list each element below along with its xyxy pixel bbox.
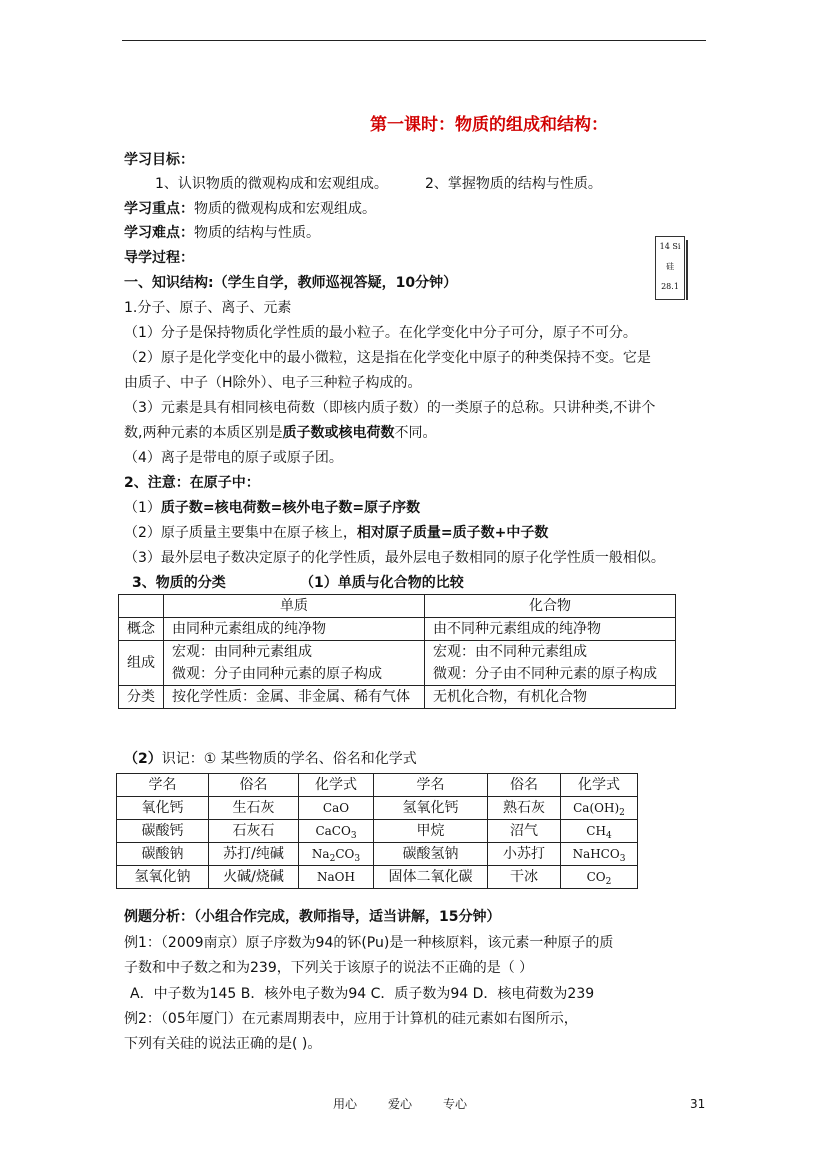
table-cell: 干冰 [488, 866, 561, 889]
paragraph-3-line-1: （3）元素是具有相同核电荷数（即核内质子数）的一类原子的总称。只讲种类,不讲个 [124, 400, 656, 416]
key-points-text: 物质的微观构成和宏观组成。 [194, 201, 376, 217]
objective-2: 2、掌握物质的结构与性质。 [425, 176, 602, 192]
note-2-formula: 相对原子质量=质子数+中子数 [356, 525, 549, 541]
table-cell: 无机化合物，有机化合物 [425, 686, 676, 709]
formula-cell: $Na_2CO_3$ [299, 843, 374, 866]
cell-line: 微观：分子由同种元素的原子构成 [172, 666, 382, 682]
p3-text-c: 不同。 [394, 425, 437, 441]
memo-text: 识记：① 某些物质的学名、俗名和化学式 [161, 751, 417, 767]
table-row [117, 843, 638, 866]
silicon-element-card [655, 236, 685, 300]
paragraph-1: （1）分子是保持物质化学性质的最小粒子。在化学变化中分子可分，原子不可分。 [124, 325, 637, 341]
difficulty-text: 物质的结构与性质。 [194, 225, 320, 241]
header-rule [122, 40, 706, 41]
example-heading: 例题分析：（小组合作完成，教师指导，适当讲解，15分钟） [124, 909, 501, 925]
table-cell: 由不同种元素组成的纯净物 [425, 618, 676, 641]
table-header: 俗名 [488, 774, 561, 797]
table-header: 化学式 [561, 774, 638, 797]
table-cell: 甲烷 [374, 820, 488, 843]
row-label: 组成 [119, 641, 164, 686]
example-1-line-2: 子数和中子数之和为239，下列关于该原子的说法不正确的是（ ） [124, 960, 534, 976]
table-header: 俗名 [209, 774, 299, 797]
table-cell: 石灰石 [209, 820, 299, 843]
paragraph-4: （4）离子是带电的原子或原子团。 [124, 450, 343, 466]
table-cell: 沼气 [488, 820, 561, 843]
footer-motto-2: 爱心 [388, 1097, 413, 1111]
objectives-label: 学习目标： [124, 152, 194, 168]
item2-heading: 2、注意：在原子中： [124, 475, 260, 491]
footer-motto-3: 专心 [443, 1097, 468, 1111]
note-3: （3）最外层电子数决定原子的化学性质，最外层电子数相同的原子化学性质一般相似。 [124, 550, 665, 566]
table-cell: 氢氧化钙 [374, 797, 488, 820]
key-points-label: 学习重点： [124, 201, 194, 217]
difficulty-label: 学习难点： [124, 225, 194, 241]
table-row [117, 820, 638, 843]
table-row [117, 797, 638, 820]
table-row [119, 641, 676, 686]
cell-line: 宏观：由同种元素组成 [172, 644, 312, 660]
table-cell: 碳酸钙 [117, 820, 209, 843]
item3-subheading: （1）单质与化合物的比较 [300, 575, 464, 591]
formula-cell: $CH_4$ [561, 820, 638, 843]
paragraph-2-line-1: （2）原子是化学变化中的最小微粒，这是指在化学变化中原子的种类保持不变。它是 [124, 350, 651, 366]
paragraph-3-line-2 [124, 423, 436, 443]
table-cell: 小苏打 [488, 843, 561, 866]
item3-heading: 3、物质的分类 [132, 575, 226, 591]
cell-line: 微观：分子由不同种元素的原子构成 [433, 666, 657, 682]
page-title: 第一课时：物质的组成和结构： [370, 115, 608, 135]
formula-cell: CaCO$_3$ [299, 820, 374, 843]
element-mass: 28.1 [661, 282, 679, 291]
example-2-line-2: 下列有关硅的说法正确的是( )。 [124, 1036, 322, 1052]
item1-heading: 1.分子、原子、离子、元素 [124, 300, 292, 316]
formula-cell: NaHCO$_3$ [561, 843, 638, 866]
table-cell: 按化学性质：金属、非金属、稀有气体 [164, 686, 425, 709]
table-cell [164, 641, 425, 686]
note-1 [124, 498, 420, 518]
table-row [119, 595, 676, 618]
note-2 [124, 523, 548, 543]
example-1-line-1: 例1：（2009南京）原子序数为94的钚(Pu)是一种核原料，该元素一种原子的质 [124, 935, 614, 951]
p3-emphasis: 质子数或核电荷数 [282, 425, 395, 441]
note-2-text: （2）原子质量主要集中在原子核上， [124, 525, 357, 541]
row-label: 分类 [119, 686, 164, 709]
paragraph-2-line-2: 由质子、中子（H除外）、电子三种粒子构成的。 [124, 375, 422, 391]
note-1-formula: 质子数=核电荷数=核外电子数=原子序数 [160, 500, 421, 516]
memo-heading [124, 749, 417, 769]
table-header: 化合物 [425, 595, 676, 618]
note-1-prefix: （1） [124, 500, 161, 516]
table-row [117, 866, 638, 889]
formula-cell: NaOH [299, 866, 374, 889]
names-table-body [117, 797, 638, 889]
table-header: 化学式 [299, 774, 374, 797]
element-name: 硅 [666, 262, 674, 271]
footer-motto-1: 用心 [333, 1097, 358, 1111]
formula-cell: CaO [299, 797, 374, 820]
table-cell: 氧化钙 [117, 797, 209, 820]
example-1-options: A．中子数为145 B．核外电子数为94 C．质子数为94 D．核电荷数为239 [130, 986, 595, 1002]
p3-text-a: 数,两种元素的本质区别是 [124, 425, 283, 441]
names-table [116, 773, 638, 889]
compare-table [118, 594, 676, 709]
formula-cell: $Ca(OH)_2$ [561, 797, 638, 820]
table-cell: 熟石灰 [488, 797, 561, 820]
table-cell: 苏打/纯碱 [209, 843, 299, 866]
table-row [119, 618, 676, 641]
table-cell: 氢氧化钠 [117, 866, 209, 889]
table-header: 学名 [374, 774, 488, 797]
difficulty-line [124, 223, 320, 243]
table-cell: 固体二氧化碳 [374, 866, 488, 889]
table-cell [119, 595, 164, 618]
table-cell: 碳酸氢钠 [374, 843, 488, 866]
table-cell: 生石灰 [209, 797, 299, 820]
process-label: 导学过程： [124, 250, 194, 266]
objective-1: 1、认识物质的微观构成和宏观组成。 [155, 176, 388, 192]
page-number: 31 [690, 1097, 706, 1111]
formula-cell: $CO_2$ [561, 866, 638, 889]
table-cell: 由同种元素组成的纯净物 [164, 618, 425, 641]
key-points-line [124, 199, 376, 219]
table-cell [425, 641, 676, 686]
table-cell: 火碱/烧碱 [209, 866, 299, 889]
example-2-line-1: 例2：（05年厦门）在元素周期表中，应用于计算机的硅元素如右图所示， [124, 1011, 578, 1027]
table-row [117, 774, 638, 797]
table-row [119, 686, 676, 709]
row-label: 概念 [119, 618, 164, 641]
cell-line: 宏观：由不同种元素组成 [433, 644, 587, 660]
table-header: 单质 [164, 595, 425, 618]
table-header: 学名 [117, 774, 209, 797]
memo-prefix: （2） [124, 751, 162, 767]
table-cell: 碳酸钠 [117, 843, 209, 866]
section1-heading: 一、知识结构:（学生自学，教师巡视答疑，10分钟） [124, 275, 458, 291]
element-number-symbol: 14 Si [659, 242, 681, 251]
